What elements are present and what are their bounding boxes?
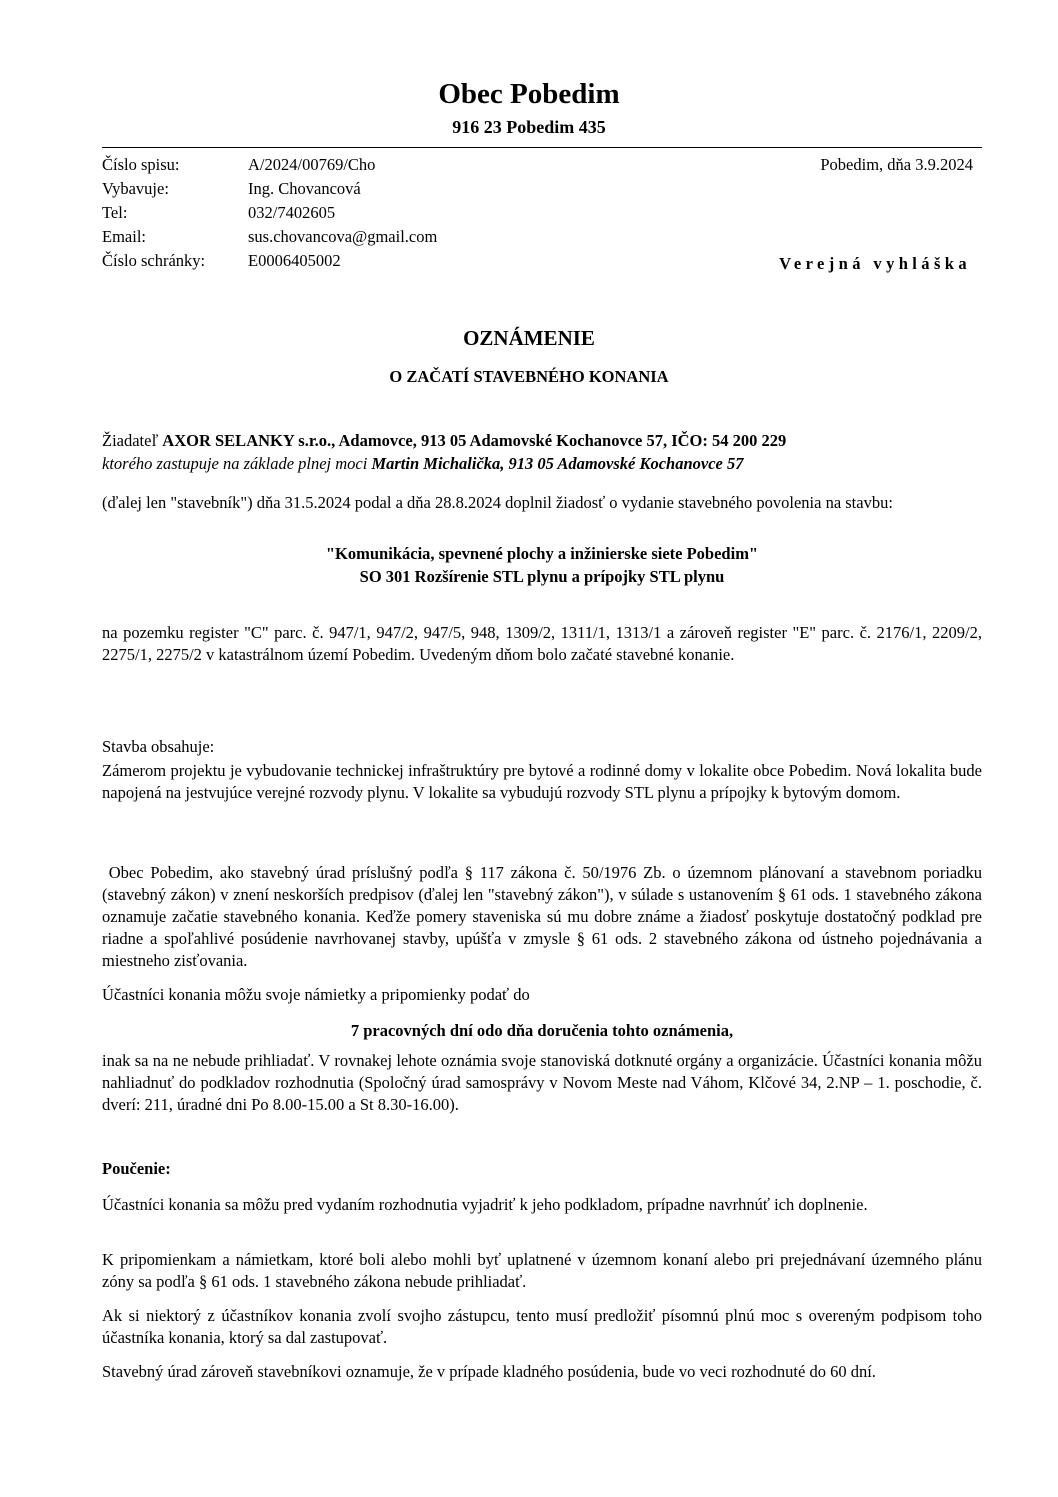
meta-label: Číslo spisu: [102, 155, 180, 174]
instruction-heading: Poučenie: [102, 1159, 171, 1178]
deadline-text: 7 pracovných dní odo dňa doručenia tohto oznámenia, [350, 1021, 734, 1040]
document-subtitle: O ZAČATÍ STAVEBNÉHO KONANIA [389, 367, 669, 386]
municipality-name: Obec Pobedim [438, 78, 620, 110]
objections-paragraph: inak sa na ne nebude prihliadať. V rovnakej lehote oznámia svoje stanoviská dotknuté orgány a organizácie. Účastníci konania môžu nahliadnuť do podkladov rozhodnutia (Spoločný úrad samosprávy v Novom Meste nad Váhom, Klčové 34, 2.NP – 1. poschodie, č. dverí: 211, úradné dni Po 8.00-15.00 a St 8.30-16.00). [102, 1051, 982, 1114]
meta-value: 032/7402605 [248, 203, 336, 222]
contents-paragraph: Zámerom projektu je vybudovanie technickej infraštruktúry pre bytové a rodinné domy v lokalite obce Pobedim. Nová lokalita bude napojená na jestvujúce verejné rozvody plynu. V lokalite sa vybudujú rozvody STL plynu a prípojky k bytovým domom. [102, 761, 982, 802]
applicant-prefix: Žiadateľ [102, 431, 163, 450]
public-notice-label: Verejná vyhláška [779, 254, 971, 273]
contents-label: Stavba obsahuje: [102, 737, 215, 756]
meta-row-mailbox [102, 249, 502, 273]
file-metadata [102, 153, 502, 273]
applicant-line [102, 430, 982, 452]
authority-paragraph: Obec Pobedim, ako stavebný úrad príslušný podľa § 117 zákona č. 50/1976 Zb. o územnom plánovaní a stavebnom poriadku (stavebný zákon) v znení neskorších predpisov (ďalej len "stavebný zákon"), v súlade s ustanovením § 61 ods. 1 stavebného zákona oznamuje začatie stavebného konania. Keďže pomery staveniska sú mu dobre známe a žiadosť poskytuje dostatočný podklad pre riadne a spoľahlivé posúdenie navrhovanej stavby, upúšťa v zmysle § 61 ods. 2 stavebného zákona od ústneho pojednávania a miestneho zisťovania. [102, 863, 987, 970]
instruction-item: Účastníci konania sa môžu pred vydaním rozhodnutia vyjadriť k jeho podkladom, prípadne navrhnúť ich doplnenie. [102, 1195, 868, 1214]
land-paragraph: na pozemku register "C" parc. č. 947/1, 947/2, 947/5, 948, 1309/2, 1311/1, 1313/1 a zároveň register "E" parc. č. 2176/1, 2209/2, 2275/1, 2275/2 v katastrálnom území Pobedim. Uvedeným dňom bolo začaté stavebné konanie. [102, 623, 982, 664]
representative-prefix: ktorého zastupuje na základe plnej moci [102, 454, 372, 473]
meta-row-handler [102, 177, 502, 201]
meta-row-phone [102, 201, 502, 225]
municipality-address: 916 23 Pobedim 435 [452, 117, 606, 137]
representative-name: Martin Michalička, 913 05 Adamovské Kochanovce 57 [371, 454, 744, 473]
meta-label: Vybavuje: [102, 179, 169, 198]
meta-label: Číslo schránky: [102, 251, 206, 270]
instruction-item: Ak si niektorý z účastníkov konania zvolí svojho zástupcu, tento musí predložiť písomnú plnú moc s overeným podpisom toho účastníka konania, ktorý sa dal zastupovať. [102, 1306, 982, 1347]
meta-value: E0006405002 [248, 251, 341, 270]
document-title: OZNÁMENIE [463, 326, 595, 350]
representative-line [102, 453, 982, 475]
meta-value: sus.chovancova@gmail.com [248, 227, 438, 246]
objections-intro: Účastníci konania môžu svoje námietky a pripomienky podať do [102, 985, 530, 1004]
meta-row-file-number [102, 153, 502, 177]
meta-label: Email: [102, 227, 146, 246]
instruction-item: Stavebný úrad zároveň stavebníkovi oznamuje, že v prípade kladného posúdenia, bude vo veci rozhodnuté do 60 dní. [102, 1362, 876, 1381]
meta-row-email [102, 225, 502, 249]
meta-value: Ing. Chovancová [248, 179, 361, 198]
instruction-item: K pripomienkam a námietkam, ktoré boli alebo mohli byť uplatnené v územnom konaní alebo pri prejednávaní územného plánu zóny sa podľa § 61 ods. 1 stavebného zákona nebude prihliadať. [102, 1250, 982, 1291]
project-name-line1: "Komunikácia, spevnené plochy a inžinierske siete Pobedim" [325, 544, 759, 563]
request-paragraph: (ďalej len "stavebník") dňa 31.5.2024 podal a dňa 28.8.2024 doplnil žiadosť o vydanie stavebného povolenia na stavbu: [102, 493, 893, 512]
applicant-name: AXOR SELANKY s.r.o., Adamovce, 913 05 Adamovské Kochanovce 57, IČO: 54 200 229 [162, 431, 787, 450]
project-name-line2: SO 301 Rozšírenie STL plynu a prípojky STL plynu [359, 567, 725, 586]
meta-value: A/2024/00769/Cho [248, 155, 376, 174]
place-date: Pobedim, dňa 3.9.2024 [820, 155, 973, 174]
header-divider [102, 147, 982, 148]
meta-label: Tel: [102, 203, 128, 222]
